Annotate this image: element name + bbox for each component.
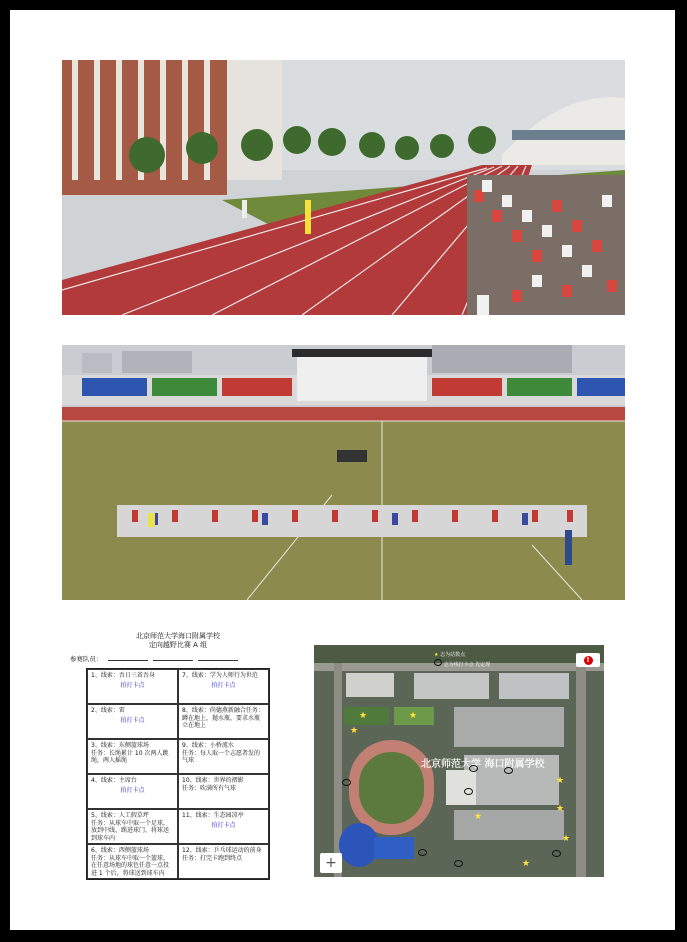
clue-text: 11、线索：生态园凉亭 — [182, 812, 244, 819]
clue-cell — [87, 844, 178, 879]
campus-map[interactable] — [314, 645, 604, 877]
alert-icon[interactable]: ! — [576, 653, 600, 667]
clue-text: 7、线索：学为人师行为世范 — [182, 672, 258, 679]
clue-text: 9、线索：小桥流水 — [182, 742, 234, 749]
clue-cell — [178, 669, 269, 704]
checkpoint-ring-icon[interactable] — [418, 849, 427, 856]
task-text: 任务：每人取一个志愿者发的气球 — [182, 749, 261, 764]
clue-cell — [87, 704, 178, 739]
competition-subtitle: 定向越野比赛 A 组 — [148, 641, 208, 649]
clue-cell — [178, 809, 269, 844]
clue-cell — [87, 739, 178, 774]
task-text: 任务：长绳累计 10 次两人跳绳，两人摇绳 — [91, 749, 169, 764]
clue-cell — [178, 774, 269, 809]
clue-text: 2、线索：雷 — [91, 707, 125, 714]
clue-text: 8、线索：尚德燕新融合任务：蹲在地上，抛水瓶，要求水瓶立在地上 — [182, 707, 264, 729]
checkpoint-star-icon[interactable]: ★ — [359, 711, 368, 721]
checkpoint-star-icon[interactable]: ★ — [350, 726, 359, 736]
ring-legend-icon — [434, 659, 442, 666]
task-text: 任务：从球车中取一个足球，放到中线，踢进球门，将球送到球车内 — [91, 819, 170, 842]
members-row — [70, 654, 294, 663]
checkpoint-star-icon[interactable]: ★ — [556, 776, 565, 786]
clue-cell — [87, 669, 178, 704]
clue-cell — [87, 809, 178, 844]
checkpoint-ring-icon[interactable] — [469, 765, 478, 772]
clue-cell — [178, 739, 269, 774]
clue-text: 4、线索：主席台 — [91, 777, 137, 784]
school-name: 北京师范大学海口附属学校 — [136, 632, 220, 640]
legend-ring-label: 志为线打卡点 先定现 — [443, 662, 491, 668]
clue-cell — [178, 844, 269, 879]
checkpoint-ring-icon[interactable] — [464, 788, 473, 795]
clue-text: 5、线索：人工假草坪 — [91, 812, 149, 819]
checkin-action: 拍打卡点 — [211, 681, 236, 689]
checkpoint-star-icon[interactable]: ★ — [474, 812, 483, 822]
checkpoint-ring-icon[interactable] — [342, 779, 351, 786]
star-legend-icon: ★ — [434, 652, 439, 658]
campus-label: 北京师范大学 海口附属学校 — [421, 759, 545, 770]
member-blank[interactable] — [153, 660, 193, 661]
clue-cell — [87, 774, 178, 809]
zoom-in-button[interactable]: + — [320, 853, 342, 873]
checkin-action: 拍打卡点 — [120, 681, 145, 689]
orienteering-sheet — [62, 632, 294, 882]
clue-text: 10、线索：世界的褶影 — [182, 777, 244, 784]
member-blank[interactable] — [108, 660, 148, 661]
task-text: 任务：从球车中取一个篮球，在任意场地的球色任意一点投进 1 个后，将球送到球车内 — [91, 854, 170, 877]
task-text: 任务：吹满所有气球 — [182, 784, 237, 792]
checkpoint-star-icon[interactable]: ★ — [562, 834, 571, 844]
checkpoint-star-icon[interactable]: ★ — [522, 859, 531, 869]
field-aerial-photo — [62, 345, 625, 600]
task-text: 任务：打完卡跑到终点 — [182, 854, 243, 862]
checkpoint-ring-icon[interactable] — [454, 860, 463, 867]
clue-text: 6、线索：西侧篮球场 — [91, 847, 149, 854]
member-blank[interactable] — [198, 660, 238, 661]
checkpoint-ring-icon[interactable] — [552, 850, 561, 857]
checkpoint-ring-icon[interactable] — [504, 767, 513, 774]
legend-star-label: 志为站数点 — [440, 652, 466, 658]
clue-table — [86, 668, 270, 880]
clue-text: 1、线索：吾日三省吾身 — [91, 672, 155, 679]
clue-text: 12、线索：乒乓球运动的前身 — [182, 847, 262, 854]
checkin-action: 拍打卡点 — [120, 716, 145, 724]
clue-cell — [178, 704, 269, 739]
checkpoint-star-icon[interactable]: ★ — [409, 711, 418, 721]
clue-text: 3、线索：东侧篮球场 — [91, 742, 149, 749]
checkpoint-star-icon[interactable]: ★ — [556, 804, 565, 814]
members-label: 参赛队员： — [70, 655, 103, 663]
checkin-action: 拍打卡点 — [120, 786, 145, 794]
map-legend — [434, 651, 490, 669]
checkin-action: 拍打卡点 — [211, 821, 236, 829]
track-photo — [62, 60, 625, 315]
